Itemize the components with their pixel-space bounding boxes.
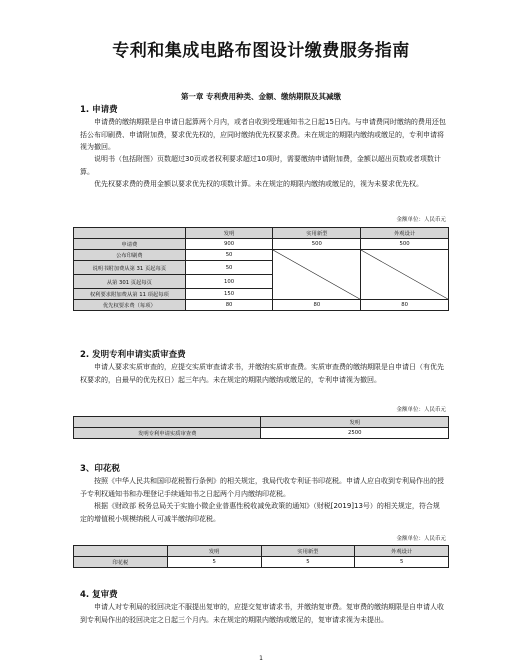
table-header-cell xyxy=(74,546,168,557)
row-label: 权利要求附加费从第 11 项起每项 xyxy=(74,289,186,300)
paragraph: 申请费的缴纳期限是自申请日起算两个月内，或者自收到受理通知书之日起15日内。与申请费同时缴纳的费用还包括公布印刷费、申请附加费，要求优先权的，应同时缴纳优先权要求费。未在规定的期限内缴纳或缴足的，专利申请将视为撤回。 xyxy=(80,118,446,151)
table-header-cell: 实用新型 xyxy=(273,228,361,239)
row-label: 优先权要求费（每项） xyxy=(74,300,186,311)
table-cell: 5 xyxy=(355,557,449,568)
table-header-row xyxy=(74,417,449,428)
table-header-row xyxy=(74,228,449,239)
exam-fee-table xyxy=(73,416,449,439)
paragraph: 申请人对专利局的驳回决定不服提出复审的，应提交复审请求书，并缴纳复审费。复审费的缴纳期限是自申请人收到专利局作出的驳回决定之日起三个月内。未在规定的期限内缴纳或缴足的，复审请求视为未提出。 xyxy=(80,603,444,624)
table-header-cell: 外观设计 xyxy=(361,228,449,239)
application-fee-table xyxy=(73,227,449,311)
table-cell: 50 xyxy=(185,250,273,261)
table-row xyxy=(74,300,449,311)
table-cell: 50 xyxy=(185,261,273,275)
paragraph: 按照《中华人民共和国印花税暂行条例》的相关规定，我局代收专利证书印花税。申请人应自收到专利局作出的授予专利权通知书和办理登记手续通知书之日起两个月内缴纳印花税。 xyxy=(80,477,444,498)
table-row xyxy=(74,428,449,439)
table-header-cell: 发明 xyxy=(261,417,449,428)
row-label: 发明专利申请实质审查费 xyxy=(74,428,261,439)
table-row xyxy=(74,239,449,250)
paragraph: 说明书（包括附图）页数超过30页或者权利要求超过10项时，需要缴纳申请附加费，金额以超出页数或者项数计算。 xyxy=(80,155,441,176)
section-heading-application-fee: 1. 申请费 xyxy=(80,105,118,115)
table-cell: 5 xyxy=(167,557,261,568)
table-cell: 500 xyxy=(361,239,449,250)
table-cell: 100 xyxy=(185,275,273,289)
table-header-cell xyxy=(74,228,186,239)
row-label: 印花税 xyxy=(74,557,168,568)
unit-label: 金额单位：人民币元 xyxy=(396,536,446,542)
table-cell: 2500 xyxy=(261,428,449,439)
table-cell: 5 xyxy=(261,557,355,568)
diagonal-line xyxy=(273,250,360,299)
table-header-cell: 发明 xyxy=(167,546,261,557)
section-heading-reexamination-fee: 4. 复审费 xyxy=(80,590,118,600)
chapter-heading: 第一章 专利费用种类、金额、缴纳期限及其减缴 xyxy=(180,92,342,101)
table-cell: 150 xyxy=(185,289,273,300)
diagonal-line xyxy=(361,250,448,299)
empty-cell-diagonal xyxy=(361,250,449,300)
table-header-cell xyxy=(74,417,261,428)
table-cell: 80 xyxy=(273,300,361,311)
row-label: 从第 301 页起每页 xyxy=(74,275,186,289)
table-header-cell: 外观设计 xyxy=(355,546,449,557)
table-cell: 500 xyxy=(273,239,361,250)
unit-label: 金额单位：人民币元 xyxy=(396,407,446,413)
section-heading-substantive-exam-fee: 2. 发明专利申请实质审查费 xyxy=(80,350,186,360)
table-row xyxy=(74,250,449,261)
page-title: 专利和集成电路布图设计缴费服务指南 xyxy=(112,41,410,61)
empty-cell-diagonal xyxy=(273,250,361,300)
table-cell: 80 xyxy=(185,300,273,311)
unit-label: 金额单位：人民币元 xyxy=(396,217,446,223)
row-label: 说明书附加费从第 31 页起每页 xyxy=(74,261,186,275)
row-label: 申请费 xyxy=(74,239,186,250)
paragraph: 根据《财政部 税务总局关于实施小微企业普惠性税收减免政策的通知》（财税[2019]13号）的相关规定，符合规定的增值税小规模纳税人可减半缴纳印花税。 xyxy=(80,502,440,523)
section-heading-stamp-tax: 3、印花税 xyxy=(80,464,120,474)
table-cell: 80 xyxy=(361,300,449,311)
row-label: 公布印刷费 xyxy=(74,250,186,261)
stamp-tax-table xyxy=(73,545,449,568)
table-row xyxy=(74,557,449,568)
table-header-row xyxy=(74,546,449,557)
table-header-cell: 发明 xyxy=(185,228,273,239)
page-number: 1 xyxy=(259,655,263,662)
paragraph: 优先权要求费的费用金额以要求优先权的项数计算。未在规定的期限内缴纳或缴足的，视为未要求优先权。 xyxy=(94,180,423,188)
table-cell: 900 xyxy=(185,239,273,250)
table-header-cell: 实用新型 xyxy=(261,546,355,557)
paragraph: 申请人要求实质审查的，应提交实质审查请求书，并缴纳实质审查费。实质审查费的缴纳期限是自申请日（有优先权要求的，自最早的优先权日）起三年内。未在规定的期限内缴纳或缴足的，专利申请视为撤回。 xyxy=(80,363,444,384)
